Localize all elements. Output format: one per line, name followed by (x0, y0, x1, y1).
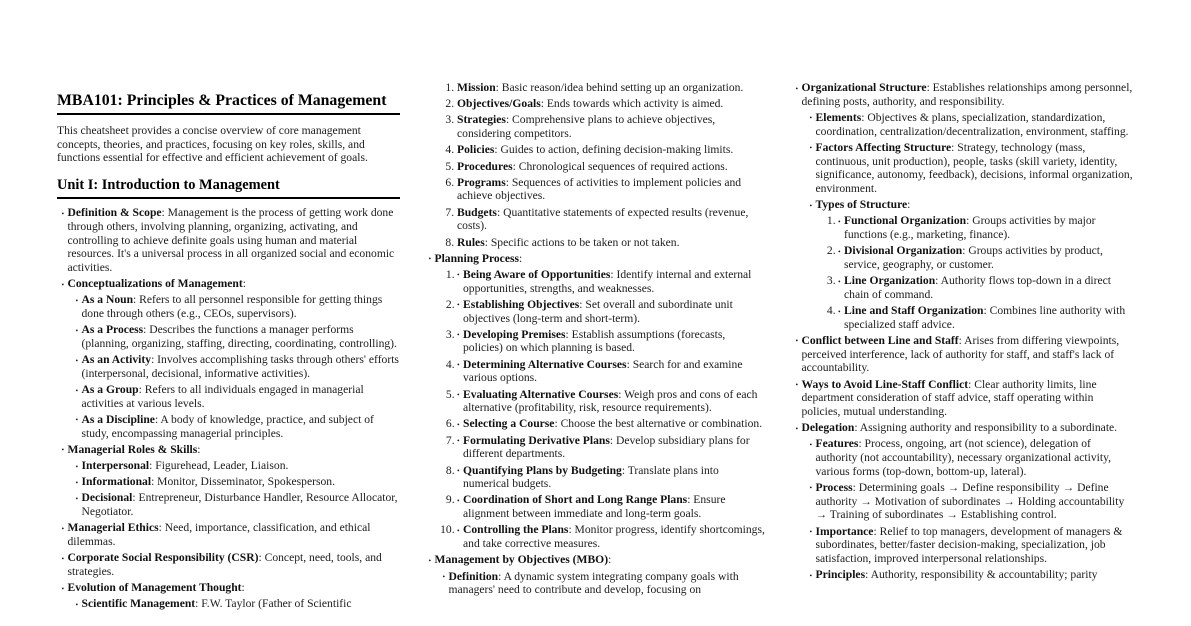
bullet-list (71, 459, 400, 519)
item-term: Line Organization (844, 274, 936, 288)
list-item (458, 268, 768, 295)
item-term: Types of Structure (815, 198, 908, 212)
bullet-list (438, 570, 767, 597)
list-item (76, 413, 400, 440)
item-text: : Monitor, Disseminator, Spokesperson. (151, 475, 335, 489)
item-term: Developing Premises (463, 327, 566, 341)
item-term: Functional Organization (844, 214, 967, 228)
list-item (458, 358, 768, 385)
item-text: : Basic reason/idea behind setting up an organization. (495, 81, 744, 94)
bullet-list (805, 111, 1134, 332)
item-text: : A dynamic system integrating company goals with managers' need to contribute and develop, focusing on (448, 569, 739, 597)
item-text: : Quantitative statements of expected results (revenue, costs). (457, 205, 749, 233)
item-term: Corporate Social Responsibility (CSR) (67, 551, 259, 565)
item-term: Evaluating Alternative Courses (463, 387, 619, 401)
list-item (458, 523, 768, 550)
item-term: Quantifying Plans by Budgeting (463, 463, 622, 477)
list-item (76, 459, 400, 473)
item-term: Selecting a Course (463, 417, 555, 431)
list-item (62, 443, 400, 519)
item-term: Mission (457, 81, 496, 94)
item-text: : Authority, responsibility & accountability; parity (865, 568, 1098, 582)
list-item (796, 421, 1134, 582)
column-1 (57, 81, 400, 614)
item-term: Determining Alternative Courses (463, 357, 627, 371)
item-text: : Authority flows top-down in a direct chain of command. (844, 274, 1111, 301)
section-heading-unit1: Unit I: Introduction to Management (57, 177, 400, 199)
item-text: : Groups activities by major functions (e.g., marketing, finance). (844, 214, 1096, 242)
list-item (810, 481, 1134, 522)
item-term: Conceptualizations of Management (67, 277, 243, 291)
list-item (76, 475, 400, 489)
bullet-list (57, 206, 400, 611)
list-item (810, 525, 1134, 566)
item-term: Managerial Ethics (67, 521, 159, 535)
item-text: : Specific actions to be taken or not taken. (484, 235, 680, 249)
item-text: : (907, 198, 911, 212)
item-term: Principles (815, 568, 866, 582)
item-term: As a Discipline (81, 412, 155, 426)
numbered-list (435, 268, 768, 551)
item-term: As a Process (81, 323, 144, 337)
list-item (62, 551, 400, 578)
list-item (443, 570, 767, 597)
item-text: : (241, 581, 245, 595)
item-text: : Chronological sequences of required actions. (512, 159, 728, 173)
bullet-list (71, 597, 400, 611)
list-item (796, 81, 1134, 331)
list-item (457, 113, 767, 140)
item-term: As a Noun (81, 293, 134, 307)
item-term: Factors Affecting Structure (815, 140, 952, 154)
item-text: : (608, 553, 612, 567)
planning-content-list (424, 81, 767, 597)
list-item (76, 491, 400, 518)
item-text: : Combines line authority with specialized staff advice. (844, 304, 1126, 331)
item-text: : (519, 251, 523, 265)
item-text: : Describes the functions a manager performs (planning, organizing, staffing, directing, coordinating, controlling). (81, 323, 397, 350)
item-text: : Identify internal and external opportunities, strengths, and weaknesses. (463, 267, 752, 295)
bullet-list (805, 437, 1134, 582)
list-item (457, 81, 767, 95)
item-term: Programs (457, 175, 506, 189)
list-item (457, 176, 767, 203)
item-text: : Comprehensive plans to achieve objectives, considering competitors. (457, 113, 716, 141)
list-item (457, 236, 767, 250)
item-term: Decisional (81, 491, 133, 505)
item-term: Informational (81, 475, 152, 489)
bullet-list (424, 252, 767, 597)
item-text: : Arises from differing viewpoints, perceived interference, lack of authority for staff, and staff's lack of accountability. (801, 333, 1120, 375)
list-item (76, 293, 400, 320)
item-text: : Management is the process of getting work done through others, involving planning, organizing, activating, and controlling to achieve definite goals using human and material resources. It's a universal process in all organized social and economic activities. (67, 206, 395, 274)
item-term: Delegation (801, 421, 855, 435)
item-text: : (242, 277, 246, 291)
item-term: Interpersonal (81, 459, 150, 473)
list-item (810, 198, 1134, 331)
column-3 (791, 81, 1134, 614)
list-item (62, 521, 400, 548)
item-text: : Choose the best alternative or combination. (554, 417, 763, 431)
list-item (839, 274, 1135, 301)
item-text: : Strategy, technology (mass, continuous, unit production), people, tasks (skill variety, identity, significance, autonomy, feedback), decisions, informal organization, environment. (815, 140, 1133, 195)
item-term: Features (815, 437, 859, 451)
item-text: : Weigh pros and cons of each alternative (profitability, risk, resource requirements). (463, 387, 758, 415)
item-term: Rules (457, 235, 485, 249)
item-term: Establishing Objectives (463, 297, 580, 311)
numbered-list (816, 214, 1135, 331)
item-text: : Translate plans into numerical budgets. (463, 463, 719, 491)
item-text: : A body of knowledge, practice, and subject of study, encompassing managerial principles. (81, 412, 374, 440)
item-text: : Refers to all individuals engaged in managerial activities at various levels. (81, 383, 364, 410)
numbered-list (424, 81, 767, 249)
item-term: Strategies (457, 113, 506, 127)
item-term: Elements (815, 110, 862, 124)
item-text: : Entrepreneur, Disturbance Handler, Resource Allocator, Negotiator. (81, 491, 398, 519)
item-text: : Objectives & plans, specialization, standardization, coordination, centralization/decentralization, environment, staffing. (815, 110, 1129, 138)
list-item (458, 298, 768, 325)
list-item (810, 568, 1134, 582)
list-item (76, 597, 400, 611)
organizing-content-list (791, 81, 1134, 582)
list-item (796, 334, 1134, 375)
bullet-list (71, 293, 400, 440)
item-text: : Monitor progress, identify shortcomings, and take corrective measures. (463, 523, 765, 551)
list-item (458, 464, 768, 491)
list-item (796, 378, 1134, 419)
item-term: Conflict between Line and Staff (801, 333, 959, 347)
item-term: Definition (448, 569, 499, 583)
list-item (458, 493, 768, 520)
item-text: : Determining goals → Define responsibility → Define authority → Motivation of subordinates → Holding accountability → Training of subordinates → Establishing control. (815, 480, 1125, 522)
item-term: Importance (815, 524, 874, 538)
item-term: Planning Process (434, 251, 519, 265)
item-text: : Develop subsidiary plans for different departments. (463, 433, 750, 461)
list-item (457, 143, 767, 157)
item-text: : Involves accomplishing tasks through others' efforts (interpersonal, decisional, informative activities). (81, 353, 399, 380)
item-text: : Relief to top managers, development of managers & subordinates, better/faster decision-making, specialization, job satisfaction, improved interpersonal relationships. (815, 524, 1123, 565)
item-term: Divisional Organization (844, 244, 963, 258)
item-term: As a Group (81, 383, 139, 397)
list-item (458, 417, 768, 431)
item-term: Budgets (457, 205, 497, 219)
item-text: : Ends towards which activity is aimed. (540, 97, 724, 111)
column-2 (424, 81, 767, 614)
bullet-list (791, 81, 1134, 582)
list-item (429, 553, 767, 597)
item-text: : Assigning authority and responsibility to a subordinate. (854, 421, 1118, 435)
item-term: Process (815, 480, 853, 494)
item-term: Objectives/Goals (457, 97, 541, 111)
intro-paragraph: This cheatsheet provides a concise overview of core management concepts, theories, and practices, focusing on key roles, skills, and functions essential for effective and efficient achievement of goals. (57, 124, 368, 165)
list-item (62, 581, 400, 611)
unit1-content-list (57, 206, 400, 611)
list-item (839, 304, 1135, 331)
list-item (62, 277, 400, 440)
list-item (810, 111, 1134, 138)
list-item (457, 160, 767, 174)
item-term: Procedures (457, 159, 513, 173)
item-term: Definition & Scope (67, 206, 162, 220)
list-item (458, 388, 768, 415)
item-text: : Set overall and subordinate unit objectives (long-term and short-term). (463, 297, 733, 325)
list-item (76, 383, 400, 410)
item-term: Policies (457, 143, 495, 157)
list-item (457, 97, 767, 111)
item-text: : Guides to action, defining decision-making limits. (494, 143, 734, 157)
item-text: : Clear authority limits, line department consideration of staff advice, staff operating within policies, mutual understanding. (801, 377, 1097, 418)
item-term: Being Aware of Opportunities (463, 267, 611, 281)
list-item (458, 434, 768, 461)
item-term: Organizational Structure (801, 81, 927, 94)
item-term: Management by Objectives (MBO) (434, 553, 609, 567)
list-item (457, 206, 767, 233)
item-term: Evolution of Management Thought (67, 581, 242, 595)
list-item (839, 244, 1135, 271)
item-term: Managerial Roles & Skills (67, 442, 198, 456)
list-item (458, 328, 768, 355)
item-term: Coordination of Short and Long Range Plans (463, 493, 688, 507)
item-term: Controlling the Plans (463, 523, 569, 537)
item-term: As an Activity (81, 353, 152, 367)
item-text: : Search for and examine various options. (463, 357, 743, 385)
list-item (429, 252, 767, 551)
item-text: : (197, 442, 201, 456)
item-term: Scientific Management (81, 597, 196, 611)
item-text: : Need, importance, classification, and ethical dilemmas. (67, 521, 371, 549)
item-text: : Establishes relationships among personnel, defining posts, authority, and responsibility. (801, 81, 1133, 108)
item-term: Line and Staff Organization (844, 304, 984, 318)
list-item (810, 141, 1134, 196)
item-text: : Figurehead, Leader, Liaison. (149, 459, 289, 473)
item-text: : Sequences of activities to implement policies and achieve objectives. (457, 175, 742, 203)
item-text: : F.W. Taylor (Father of Scientific (195, 597, 352, 611)
list-item (76, 353, 400, 380)
list-item (62, 206, 400, 275)
item-term: Ways to Avoid Line-Staff Conflict (801, 377, 969, 391)
item-term: Formulating Derivative Plans (463, 433, 610, 447)
item-text: : Concept, need, tools, and strategies. (67, 551, 382, 578)
item-text: : Groups activities by product, service, geography, or customer. (844, 244, 1103, 271)
page-title: MBA101: Principles & Practices of Management (57, 92, 400, 115)
list-item (76, 323, 400, 350)
list-item (839, 214, 1135, 241)
item-text: : Refers to all personnel responsible for getting things done through others (e.g., CEOs, supervisors). (81, 293, 383, 321)
item-text: : Ensure alignment between immediate and long-term goals. (463, 493, 726, 521)
item-text: : Process, ongoing, art (not science), delegation of authority (not accountability), necessary organizational activity, various forms (top-down, bottom-up, lateral). (815, 437, 1112, 478)
list-item (810, 437, 1134, 478)
item-text: : Establish assumptions (forecasts, policies) on which planning is based. (463, 327, 726, 355)
